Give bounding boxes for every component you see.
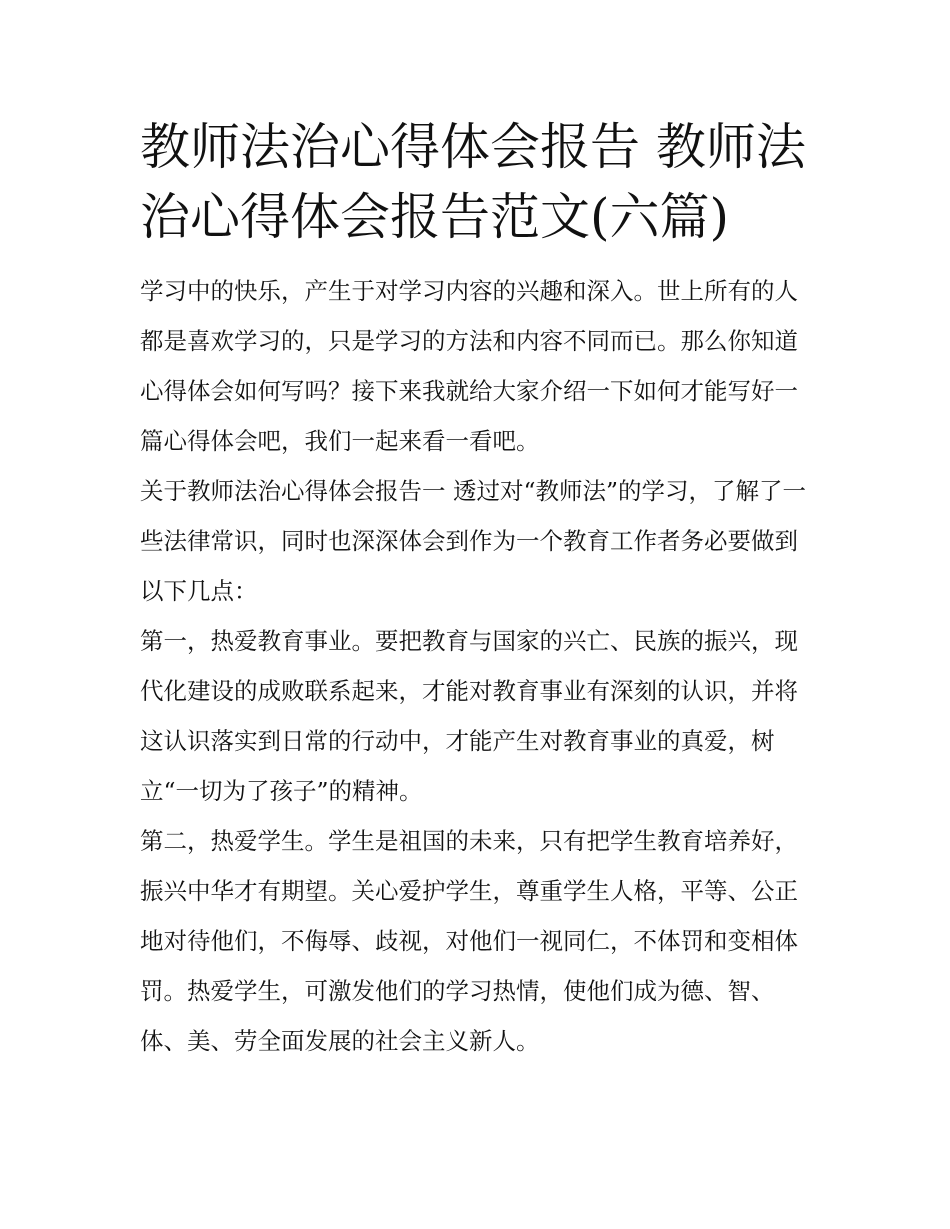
- paragraph-intro: 学习中的快乐，产生于对学习内容的兴趣和深入。世上所有的人都是喜欢学习的，只是学习的方法和内容不同而已。那么你知道心得体会如何写吗？接下来我就给大家介绍一下如何才能写好一篇心得体会吧，我们一起来看一看吧。: [140, 277, 798, 455]
- paragraph-report-one: 关于教师法治心得体会报告一 透过对“教师法”的学习，了解了一些法律常识，同时也深深体会到作为一个教育工作者务必要做到以下几点：: [140, 477, 806, 605]
- paragraph-point-two: 第二，热爱学生。学生是祖国的未来，只有把学生教育培养好，振兴中华才有期望。关心爱护学生，尊重学生人格，平等、公正地对待他们，不侮辱、歧视，对他们一视同仁，不体罚和变相体罚。热爱学生，可激发他们的学习热情，使他们成为德、智、体、美、劳全面发展的社会主义新人。: [140, 827, 798, 1055]
- paragraph-point-one: 第一，热爱教育事业。要把教育与国家的兴亡、民族的振兴，现代化建设的成败联系起来，才能对教育事业有深刻的认识，并将这认识落实到日常的行动中，才能产生对教育事业的真爱，树立“一切为了孩子”的精神。: [140, 627, 798, 805]
- document-title: 教师法治心得体会报告 教师法治心得体会报告范文(六篇): [140, 118, 806, 246]
- document-body: [140, 112, 820, 1066]
